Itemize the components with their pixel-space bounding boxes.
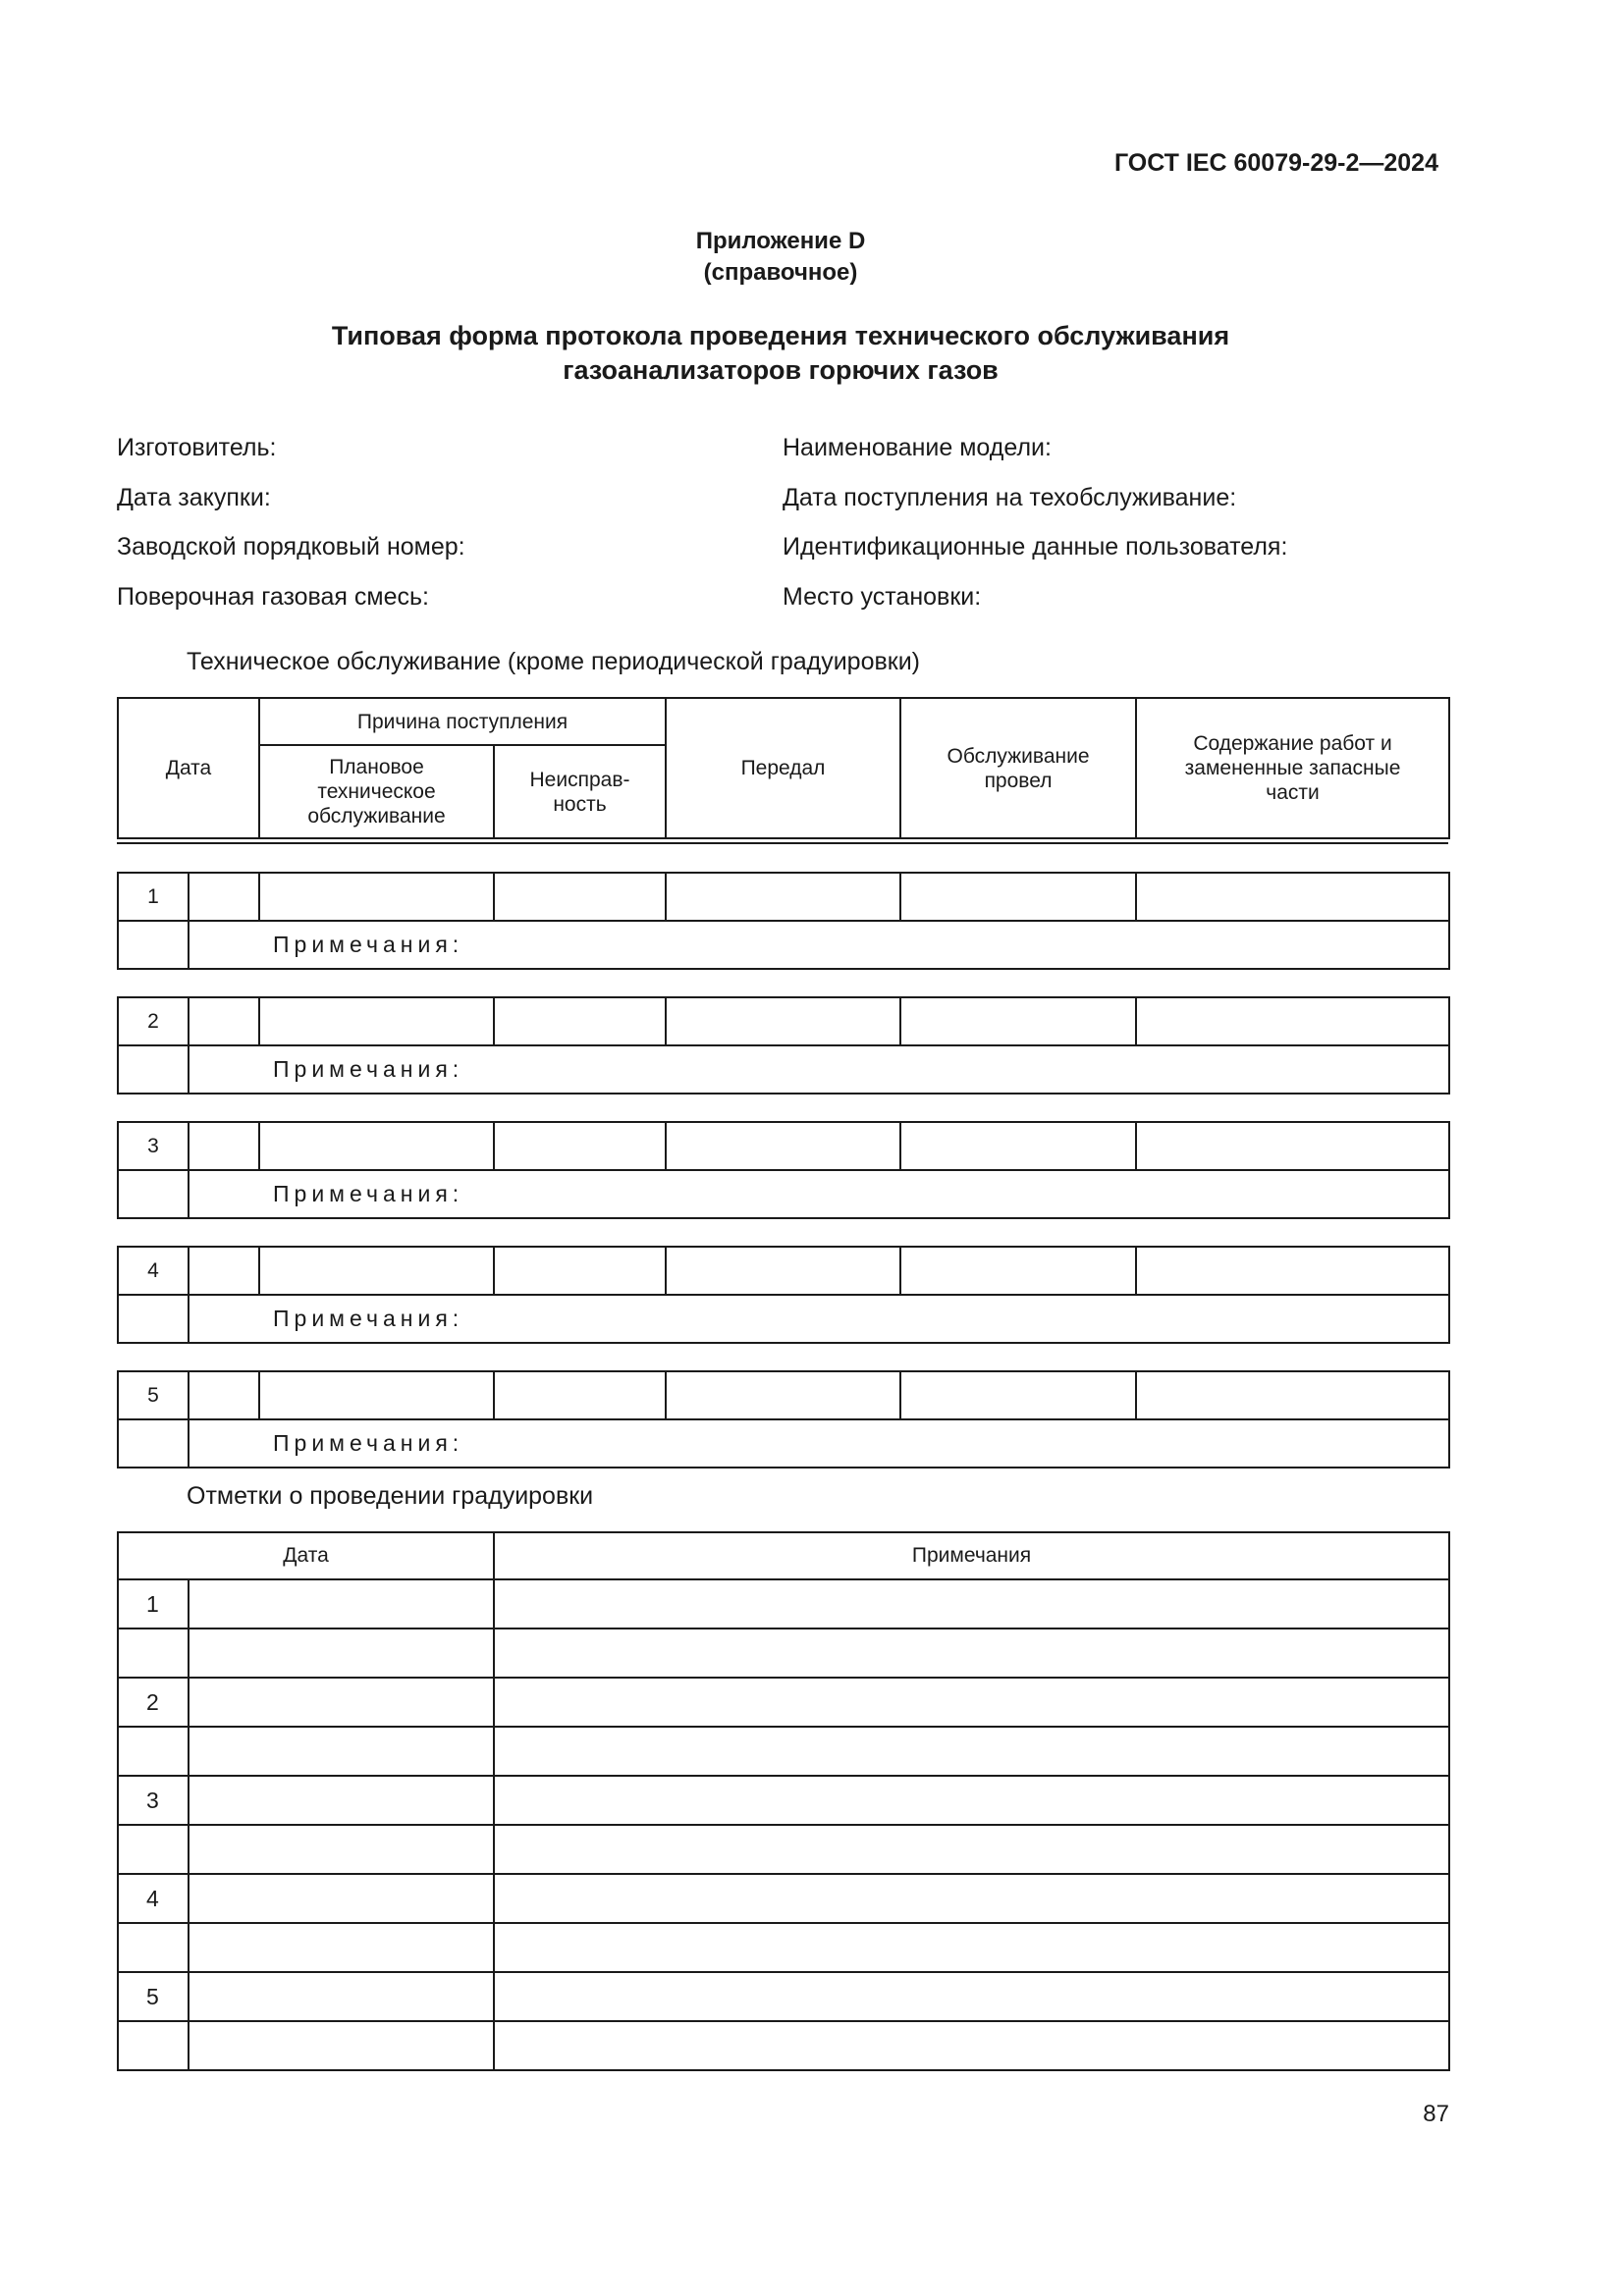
entry-number: 1	[118, 873, 189, 921]
calibration-notes-cell[interactable]	[494, 1678, 1449, 1727]
entry-cell[interactable]	[666, 997, 900, 1045]
calibration-row	[118, 2021, 1449, 2070]
field-user-identification: Идентификационные данные пользователя:	[783, 533, 1288, 561]
calibration-header-date: Дата	[118, 1532, 494, 1579]
appendix-title: Приложение D	[695, 228, 866, 254]
header-handed-over: Передал	[666, 698, 900, 838]
field-model-name: Наименование модели:	[783, 434, 1052, 461]
header-fault	[494, 745, 666, 838]
maintenance-row	[118, 1247, 1449, 1295]
entry-cell[interactable]	[494, 1371, 666, 1419]
header-serviced-by-line-1: Обслуживание	[947, 744, 1090, 768]
calibration-number-blank	[118, 1727, 189, 1776]
header-planned-maintenance	[259, 745, 494, 838]
notes-row	[118, 921, 1449, 969]
calibration-number-blank	[118, 1923, 189, 1972]
field-manufacturer: Изготовитель:	[117, 434, 277, 461]
notes-label[interactable]: Примечания:	[189, 1045, 1449, 1094]
entry-cell[interactable]	[900, 1371, 1136, 1419]
maintenance-row	[118, 1122, 1449, 1170]
calibration-notes-cell[interactable]	[494, 1727, 1449, 1776]
calibration-date-cell[interactable]	[189, 1579, 494, 1629]
calibration-date-cell[interactable]	[189, 1825, 494, 1874]
entry-cell[interactable]	[189, 1122, 259, 1170]
header-planned-line-2: техническое	[317, 780, 436, 803]
entry-cell[interactable]	[900, 997, 1136, 1045]
calibration-notes-cell[interactable]	[494, 1972, 1449, 2021]
entry-cell[interactable]	[118, 1045, 189, 1094]
header-planned-line-1: Плановое	[329, 756, 424, 778]
maintenance-entry-3	[117, 1121, 1450, 1219]
calibration-row	[118, 1629, 1449, 1678]
page-number: 87	[1423, 2101, 1449, 2127]
entry-cell[interactable]	[494, 1122, 666, 1170]
calibration-row	[118, 1825, 1449, 1874]
header-work-line-3: части	[1266, 781, 1320, 804]
entry-cell[interactable]	[259, 873, 494, 921]
entry-cell[interactable]	[118, 1419, 189, 1468]
calibration-date-cell[interactable]	[189, 1629, 494, 1678]
calibration-number: 3	[118, 1776, 189, 1825]
header-double-rule	[117, 842, 1448, 844]
calibration-row	[118, 1678, 1449, 1727]
calibration-date-cell[interactable]	[189, 1923, 494, 1972]
maintenance-entry-2	[117, 996, 1450, 1095]
calibration-notes-cell[interactable]	[494, 1629, 1449, 1678]
entry-cell[interactable]	[494, 997, 666, 1045]
calibration-number-blank	[118, 1825, 189, 1874]
maintenance-entry-1	[117, 872, 1450, 970]
calibration-notes-cell[interactable]	[494, 2021, 1449, 2070]
notes-label[interactable]: Примечания:	[189, 1295, 1449, 1343]
maintenance-row	[118, 1371, 1449, 1419]
entry-cell[interactable]	[259, 997, 494, 1045]
entry-cell[interactable]	[666, 873, 900, 921]
notes-row	[118, 1170, 1449, 1218]
calibration-date-cell[interactable]	[189, 2021, 494, 2070]
calibration-date-cell[interactable]	[189, 1776, 494, 1825]
entry-number: 5	[118, 1371, 189, 1419]
calibration-row	[118, 1776, 1449, 1825]
entry-cell[interactable]	[189, 997, 259, 1045]
entry-cell[interactable]	[666, 1371, 900, 1419]
appendix-subtitle: (справочное)	[703, 259, 858, 286]
entry-cell[interactable]	[189, 1247, 259, 1295]
entry-cell[interactable]	[900, 873, 1136, 921]
calibration-date-cell[interactable]	[189, 1874, 494, 1923]
maintenance-entry-4	[117, 1246, 1450, 1344]
entry-cell[interactable]	[666, 1247, 900, 1295]
entry-cell[interactable]	[494, 1247, 666, 1295]
notes-row	[118, 1295, 1449, 1343]
notes-label[interactable]: Примечания:	[189, 1419, 1449, 1468]
entry-cell[interactable]	[259, 1122, 494, 1170]
header-serviced-by	[900, 698, 1136, 838]
entry-cell[interactable]	[259, 1371, 494, 1419]
maintenance-header-table	[117, 697, 1450, 839]
entry-cell[interactable]	[1136, 997, 1449, 1045]
entry-cell[interactable]	[494, 873, 666, 921]
notes-row	[118, 1045, 1449, 1094]
field-service-receipt-date: Дата поступления на техобслуживание:	[783, 484, 1237, 511]
entry-number: 3	[118, 1122, 189, 1170]
calibration-number: 1	[118, 1579, 189, 1629]
header-fault-line-2: ность	[553, 792, 607, 816]
calibration-number: 5	[118, 1972, 189, 2021]
header-date: Дата	[118, 698, 259, 838]
entry-cell[interactable]	[1136, 873, 1449, 921]
entry-cell[interactable]	[259, 1247, 494, 1295]
calibration-table	[117, 1531, 1450, 2071]
header-serviced-by-line-2: провел	[984, 769, 1053, 792]
entry-cell[interactable]	[1136, 1247, 1449, 1295]
entry-number: 2	[118, 997, 189, 1045]
document-title-line-2: газоанализаторов горючих газов	[563, 355, 999, 385]
entry-cell[interactable]	[118, 1295, 189, 1343]
field-purchase-date: Дата закупки:	[117, 484, 271, 511]
entry-cell[interactable]	[118, 921, 189, 969]
entry-cell[interactable]	[1136, 1371, 1449, 1419]
entry-cell[interactable]	[189, 1371, 259, 1419]
calibration-row	[118, 1923, 1449, 1972]
header-work-line-2: замененные запасные	[1184, 757, 1401, 779]
calibration-date-cell[interactable]	[189, 1678, 494, 1727]
calibration-number: 4	[118, 1874, 189, 1923]
entry-number: 4	[118, 1247, 189, 1295]
header-reason: Причина поступления	[259, 698, 666, 745]
maintenance-row	[118, 997, 1449, 1045]
entry-cell[interactable]	[1136, 1122, 1449, 1170]
calibration-header-notes: Примечания	[494, 1532, 1449, 1579]
standard-designation: ГОСТ IEC 60079-29-2—2024	[1113, 149, 1438, 177]
calibration-row	[118, 1579, 1449, 1629]
calibration-number: 2	[118, 1678, 189, 1727]
calibration-date-cell[interactable]	[189, 1972, 494, 2021]
header-planned-line-3: обслуживание	[307, 805, 446, 828]
maintenance-row	[118, 873, 1449, 921]
calibration-notes-cell[interactable]	[494, 1579, 1449, 1629]
field-calibration-gas: Поверочная газовая смесь:	[117, 583, 429, 611]
notes-label[interactable]: Примечания:	[189, 1170, 1449, 1218]
entry-cell[interactable]	[666, 1122, 900, 1170]
notes-label[interactable]: Примечания:	[189, 921, 1449, 969]
calibration-row	[118, 1972, 1449, 2021]
calibration-notes-cell[interactable]	[494, 1874, 1449, 1923]
calibration-row	[118, 1874, 1449, 1923]
entry-cell[interactable]	[118, 1170, 189, 1218]
calibration-number-blank	[118, 1629, 189, 1678]
field-installation-place: Место установки:	[783, 583, 982, 611]
calibration-section-label: Отметки о проведении градуировки	[187, 1482, 594, 1510]
header-work-line-1: Содержание работ и	[1193, 732, 1392, 755]
maintenance-section-label: Техническое обслуживание (кроме периодической градуировки)	[187, 648, 920, 675]
header-work-content	[1136, 698, 1449, 838]
entry-cell[interactable]	[189, 873, 259, 921]
maintenance-entry-5	[117, 1370, 1450, 1468]
calibration-notes-cell[interactable]	[494, 1776, 1449, 1825]
calibration-notes-cell[interactable]	[494, 1923, 1449, 1972]
calibration-header-row	[118, 1532, 1449, 1579]
notes-row	[118, 1419, 1449, 1468]
document-title-line-1: Типовая форма протокола проведения технического обслуживания	[331, 321, 1230, 350]
calibration-number-blank	[118, 2021, 189, 2070]
calibration-row	[118, 1727, 1449, 1776]
field-serial-number: Заводской порядковый номер:	[117, 533, 465, 561]
header-fault-line-1: Неисправ-	[529, 768, 630, 791]
entry-cell[interactable]	[900, 1122, 1136, 1170]
calibration-notes-cell[interactable]	[494, 1825, 1449, 1874]
calibration-date-cell[interactable]	[189, 1727, 494, 1776]
entry-cell[interactable]	[900, 1247, 1136, 1295]
